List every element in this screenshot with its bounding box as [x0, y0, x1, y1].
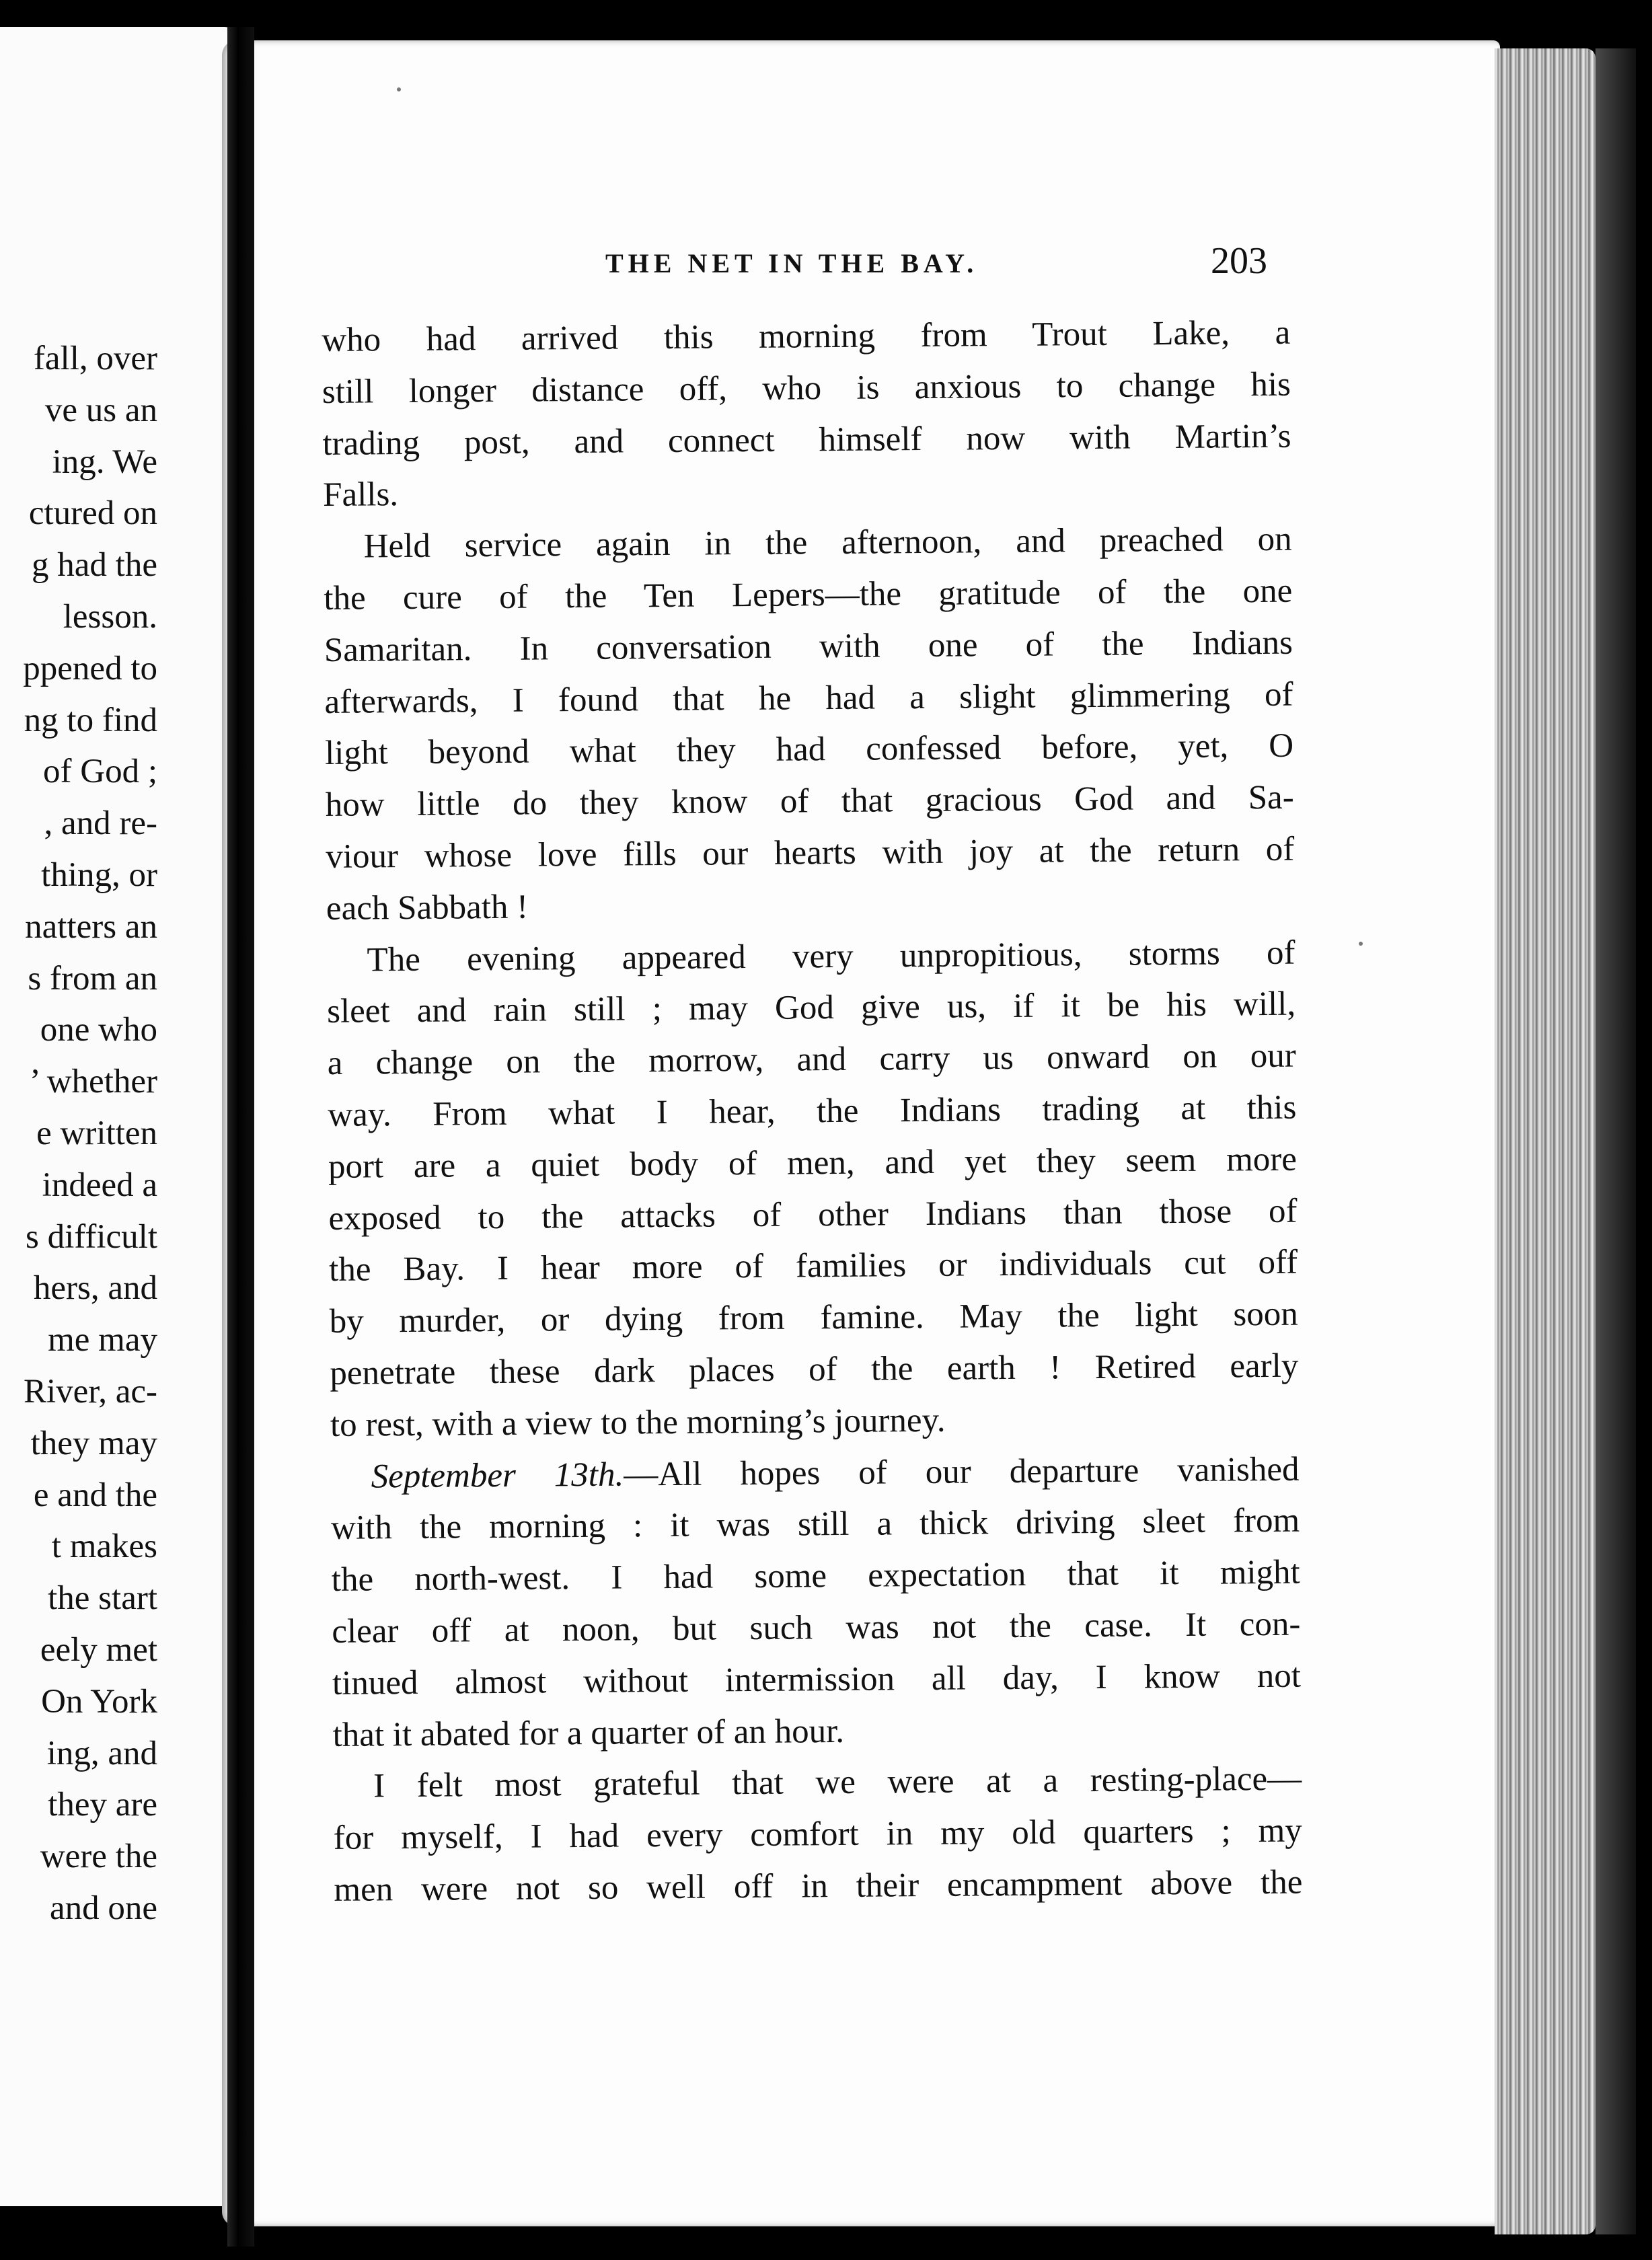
text-line-dated	[330, 1443, 1300, 1503]
text-line: port are a quiet body of men, and yet they seem more	[328, 1140, 1298, 1186]
left-page-text-fragments	[0, 333, 157, 1934]
paper-speck	[397, 87, 401, 91]
running-head: THE NET IN THE BAY.	[605, 248, 979, 278]
text-line: viour whose love fills our hearts with joy at the return of	[326, 830, 1295, 876]
text-line: for myself, I had every comfort in my old quarters ; my	[333, 1811, 1302, 1858]
text-line: I felt most grateful that we were at a resting-place—	[373, 1760, 1302, 1805]
text-line: way. From what I hear, the Indians trading at this	[328, 1088, 1297, 1134]
text-line: to rest, with a view to the morning’s journey.	[330, 1401, 946, 1444]
text-line: who had arrived this morning from Trout Lake, a	[322, 313, 1291, 359]
left-fragment-line: eely met	[40, 1630, 157, 1669]
left-fragment-line: t makes	[51, 1528, 157, 1566]
left-fragment-line: River, ac-	[23, 1372, 157, 1410]
page-edges	[1495, 48, 1595, 2234]
text-line: Samaritan. In conversation with one of the Indians	[324, 624, 1293, 669]
left-fragment-line: ve us an	[44, 391, 157, 429]
left-fragment-line: lesson.	[63, 597, 157, 636]
left-fragment-line: the start	[48, 1579, 157, 1618]
text-line: light beyond what they had confessed before, yet, O	[324, 727, 1294, 773]
entry-date-label: September 13th.	[371, 1456, 624, 1496]
page-number: 203	[1211, 240, 1267, 282]
text-line: Falls.	[322, 476, 399, 515]
text-line: the cure of the Ten Lepers—the gratitude of the one	[324, 572, 1293, 617]
left-fragment-line: e written	[36, 1114, 157, 1152]
text-line: The evening appeared very unpropitious, storms of	[367, 934, 1296, 979]
text-line: Held service again in the afternoon, and preached on	[363, 520, 1292, 566]
left-fragment-line: natters an	[25, 907, 157, 946]
page-edges-shadow	[1595, 48, 1636, 2234]
text-line: tinued almost without intermission all day, I know not	[332, 1657, 1302, 1702]
text-line: still longer distance off, who is anxious to change his	[322, 365, 1291, 411]
text-line: the north-west. I had some expectation that it might	[331, 1553, 1300, 1599]
text-line: trading post, and connect himself now with Martin’s	[322, 417, 1291, 463]
book-gutter	[227, 27, 254, 2247]
text-line: the Bay. I hear more of families or individuals cut off	[328, 1243, 1298, 1289]
text-line: sleet and rain still ; may God give us, if it be his will,	[326, 985, 1296, 1031]
left-fragment-line: they are	[48, 1786, 157, 1824]
left-fragment-line: ng to find	[24, 701, 157, 739]
text-line: afterwards, I found that he had a slight glimmering of	[324, 675, 1293, 721]
left-fragment-line: fall, over	[33, 340, 157, 377]
text-line: clear off at noon, but such was not the case. It con-	[332, 1605, 1301, 1651]
left-fragment-line: thing, or	[41, 856, 157, 894]
left-fragment-line: ing. We	[52, 443, 157, 481]
left-facing-page	[0, 27, 237, 2206]
paper-speck	[1359, 942, 1363, 946]
text-line: by murder, or dying from famine. May the light soon	[329, 1295, 1298, 1341]
left-fragment-line: , and re-	[44, 804, 157, 843]
left-fragment-line: ppened to	[23, 649, 157, 687]
text-line: that it abated for a quarter of an hour.	[332, 1712, 845, 1754]
left-fragment-line: s from an	[28, 959, 157, 997]
text-line: men were not so well off in their encampment above the	[334, 1863, 1303, 1909]
text-line: penetrate these dark places of the earth ! Retired early	[330, 1347, 1299, 1392]
left-fragment-line: of God ;	[43, 753, 157, 791]
left-fragment-line: On York	[41, 1682, 157, 1721]
left-fragment-line: indeed a	[42, 1166, 157, 1204]
left-fragment-line: one who	[40, 1011, 157, 1049]
left-fragment-line: and one	[49, 1889, 157, 1927]
text-line: how little do they know of that gracious God and Sa-	[325, 778, 1294, 825]
text-line-continuation: —All hopes of our departure vanished	[623, 1450, 1300, 1494]
left-fragment-line: e and the	[33, 1476, 157, 1514]
left-fragment-line: me may	[48, 1321, 157, 1359]
text-line: with the morning : it was still a thick driving sleet from	[330, 1501, 1300, 1548]
left-fragment-line: g had the	[32, 546, 157, 585]
text-line: each Sabbath !	[326, 888, 529, 928]
left-fragment-line: ing, and	[46, 1734, 157, 1772]
left-fragment-line: were the	[40, 1838, 157, 1876]
text-line: exposed to the attacks of other Indians than those of	[328, 1192, 1298, 1238]
text-line: a change on the morrow, and carry us onward on our	[327, 1037, 1296, 1083]
body-text	[322, 307, 1303, 1916]
left-fragment-line: they may	[30, 1424, 157, 1462]
left-fragment-line: s difficult	[26, 1217, 157, 1256]
left-fragment-line: ’ whether	[29, 1063, 157, 1101]
left-fragment-line: hers, and	[33, 1269, 157, 1308]
left-fragment-line: ctured on	[28, 494, 157, 533]
